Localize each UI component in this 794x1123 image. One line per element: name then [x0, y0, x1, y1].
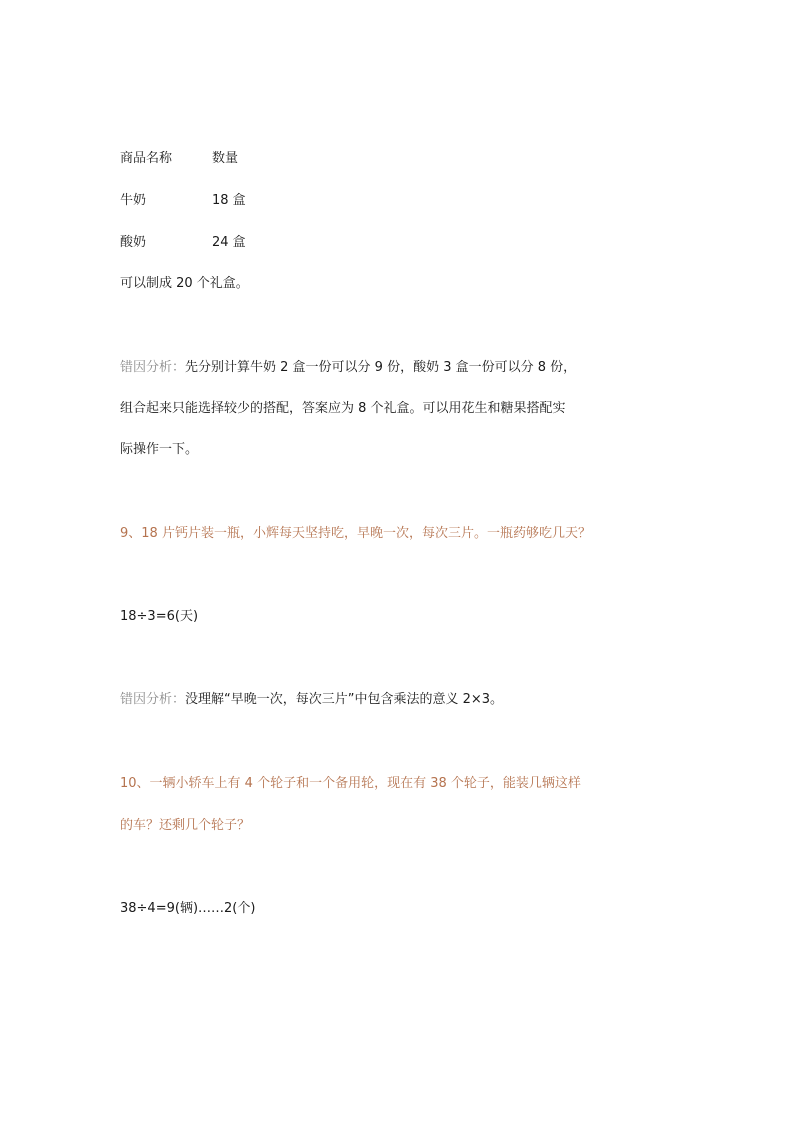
analysis-9-label: 错因分析： [120, 692, 186, 707]
table-header-qty: 数量 [212, 151, 239, 166]
table-row-yogurt-qty: 24 盒 [212, 235, 246, 250]
analysis-9-text: 没理解“早晚一次，每次三片”中包含乘法的意义 2×3。 [185, 692, 504, 707]
table-row-milk-name: 牛奶 [120, 193, 147, 208]
question-10-line-1: 10、一辆小轿车上有 4 个轮子和一个备用轮，现在有 38 个轮子，能装几辆这样 [120, 776, 581, 791]
answer-9: 18÷3=6(天) [120, 609, 199, 624]
table-result: 可以制成 20 个礼盒。 [120, 276, 249, 291]
analysis-1-label: 错因分析： [120, 360, 186, 375]
analysis-1-line-3: 际操作一下。 [120, 442, 199, 457]
analysis-1-line-2: 组合起来只能选择较少的搭配，答案应为 8 个礼盒。可以用花生和糖果搭配实 [120, 401, 566, 416]
question-10-line-2: 的车？还剩几个轮子？ [120, 818, 251, 833]
question-9: 9、18 片钙片装一瓶，小辉每天坚持吃，早晚一次，每次三片。一瓶药够吃几天？ [120, 526, 591, 541]
analysis-1-line-1 [120, 359, 576, 377]
analysis-9-line [120, 691, 503, 709]
table-row-milk-qty: 18 盒 [212, 193, 246, 208]
analysis-1-text: 先分别计算牛奶 2 盒一份可以分 9 份，酸奶 3 盒一份可以分 8 份， [185, 360, 577, 375]
answer-10: 38÷4=9(辆)……2(个) [120, 901, 256, 916]
table-header-name: 商品名称 [120, 151, 173, 166]
table-row-yogurt-name: 酸奶 [120, 235, 147, 250]
